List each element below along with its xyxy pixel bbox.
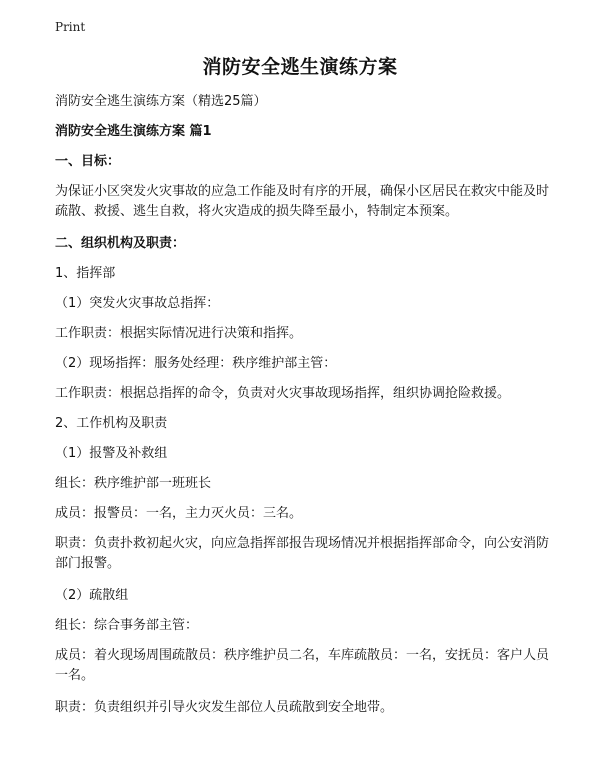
document-title: 消防安全逃生演练方案: [202, 56, 398, 78]
paragraph-field-command-duty: 工作职责：根据总指挥的命令，负责对火灾事故现场指挥，组织协调抢险救援。: [55, 386, 511, 401]
document-body: [55, 92, 555, 728]
paragraph-commander-duty: 工作职责：根据实际情况进行决策和指挥。: [55, 326, 303, 341]
paragraph-alarm-group: （1）报警及补救组: [55, 446, 168, 461]
paragraph-command: 1、指挥部: [55, 266, 116, 281]
heading-organization: 二、组织机构及职责：: [55, 236, 186, 251]
paragraph-field-command: （2）现场指挥：服务处经理：秩序维护部主管：: [55, 356, 337, 371]
paragraph-evacuation-group: （2）疏散组: [55, 588, 129, 603]
paragraph-evacuation-members: 成员：着火现场周围疏散员：秩序维护员二名，车库疏散员：一名，安抚员：客户人员一名。: [55, 648, 550, 683]
paragraph-work-units: 2、工作机构及职责: [55, 416, 168, 431]
heading-objective: 一、目标：: [55, 154, 121, 169]
print-label: Print: [55, 20, 86, 34]
paragraph-alarm-leader: 组长：秩序维护部一班班长: [55, 476, 212, 491]
paragraph-alarm-duty: 职责：负责扑救初起火灾，向应急指挥部报告现场情况并根据指挥部命令，向公安消防部门报警。: [55, 536, 550, 571]
paragraph-subtitle: 消防安全逃生演练方案（精选25篇）: [55, 94, 267, 109]
paragraph-alarm-members: 成员：报警员：一名，主力灭火员：三名。: [55, 506, 303, 521]
paragraph-evacuation-duty: 职责：负责组织并引导火灾发生部位人员疏散到安全地带。: [55, 700, 394, 715]
paragraph-evacuation-leader: 组长：综合事务部主管：: [55, 618, 199, 633]
paragraph-commander: （1）突发火灾事故总指挥：: [55, 296, 220, 311]
section-heading-part1: 消防安全逃生演练方案 篇1: [55, 124, 212, 139]
paragraph-objective: 为保证小区突发火灾事故的应急工作能及时有序的开展，确保小区居民在救灾中能及时疏散、救援、逃生自救，将火灾造成的损失降至最小，特制定本预案。: [55, 184, 550, 219]
